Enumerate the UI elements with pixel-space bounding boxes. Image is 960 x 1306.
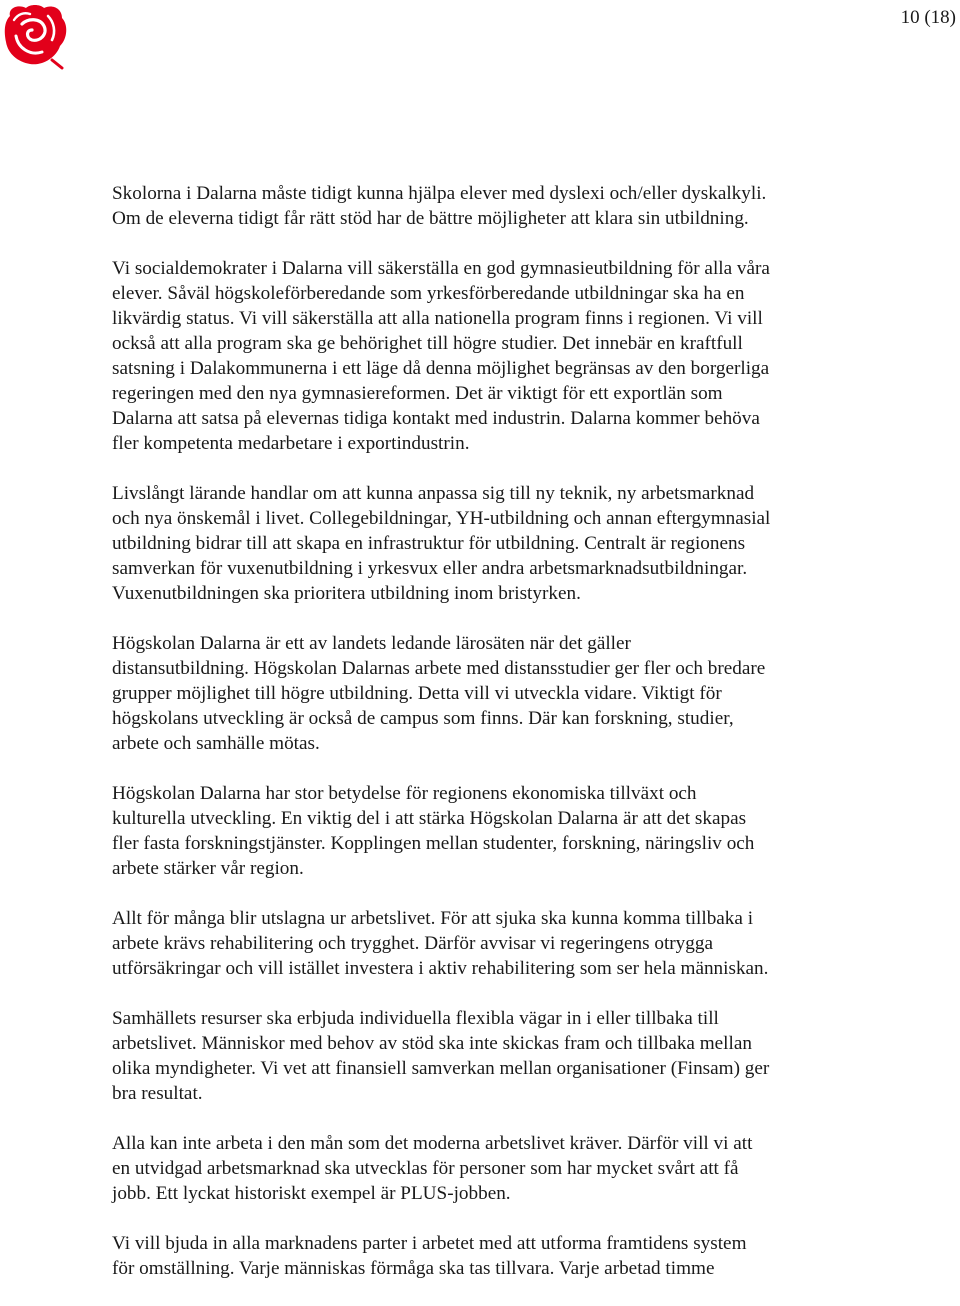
text-line: Högskolan Dalarna är ett av landets ledande lärosäten när det gäller [112,633,631,654]
text-line: elever. Såväl högskoleförberedande som yrkesförberedande utbildningar ska ha en [112,283,745,304]
document-body [112,181,852,1306]
paragraph [112,1231,852,1281]
text-line: distansutbildning. Högskolan Dalarnas arbete med distansstudier ger fler och bredare [112,658,766,679]
text-line: arbete krävs rehabilitering och trygghet. Därför avvisar vi regeringens otrygga [112,933,713,954]
text-line: Högskolan Dalarna har stor betydelse för regionens ekonomiska tillväxt och [112,783,697,804]
paragraph [112,781,852,881]
text-line: Vi vill bjuda in alla marknadens parter i arbetet med att utforma framtidens system [112,1233,747,1254]
text-line: en utvidgad arbetsmarknad ska utvecklas för personer som har mycket svårt att få [112,1158,739,1179]
paragraph [112,906,852,981]
paragraph [112,181,852,231]
text-line: arbetslivet. Människor med behov av stöd ska inte skickas fram och tillbaka mellan [112,1033,752,1054]
text-line: och nya önskemål i livet. Collegebildningar, YH-utbildning och annan eftergymnasial [112,508,771,529]
rose-logo-icon [2,2,70,70]
text-line: Allt för många blir utslagna ur arbetslivet. För att sjuka ska kunna komma tillbaka i [112,908,754,929]
paragraph [112,256,852,456]
paragraph [112,481,852,606]
text-line: Skolorna i Dalarna måste tidigt kunna hjälpa elever med dyslexi och/eller dyskalkyli. [112,183,767,204]
text-line: för omställning. Varje människas förmåga ska tas tillvara. Varje arbetad timme [112,1258,715,1279]
paragraph [112,1006,852,1106]
text-line: satsning i Dalakommunerna i ett läge då denna möjlighet begränsas av den borgerliga [112,358,770,379]
text-line: högskolans utveckling är också de campus som finns. Där kan forskning, studier, [112,708,734,729]
page-number: 10 (18) [900,7,956,28]
text-line: bra resultat. [112,1083,203,1104]
text-line: Dalarna att satsa på elevernas tidiga kontakt med industrin. Dalarna kommer behöva [112,408,760,429]
text-line: Vuxenutbildningen ska prioritera utbildning inom bristyrken. [112,583,581,604]
text-line: arbete och samhälle mötas. [112,733,320,754]
text-line: jobb. Ett lyckat historiskt exempel är PLUS-jobben. [112,1183,511,1204]
paragraph [112,1131,852,1206]
text-line: Livslångt lärande handlar om att kunna anpassa sig till ny teknik, ny arbetsmarknad [112,483,755,504]
text-line: olika myndigheter. Vi vet att finansiell samverkan mellan organisationer (Finsam) ger [112,1058,770,1079]
paragraph [112,631,852,756]
text-line: Alla kan inte arbeta i den mån som det moderna arbetslivet kräver. Därför vill vi att [112,1133,753,1154]
text-line: samverkan för vuxenutbildning i yrkesvux eller andra arbetsmarknadsutbildningar. [112,558,748,579]
text-line: arbete stärker vår region. [112,858,304,879]
text-line: kulturella utveckling. En viktig del i att stärka Högskolan Dalarna är att det skapas [112,808,747,829]
text-line: Om de eleverna tidigt får rätt stöd har de bättre möjligheter att klara sin utbildning. [112,208,749,229]
text-line: regeringen med den nya gymnasiereformen. Det är viktigt för ett exportlän som [112,383,723,404]
text-line: fler kompetenta medarbetare i exportindustrin. [112,433,470,454]
text-line: likvärdig status. Vi vill säkerställa att alla nationella program finns i regionen. Vi vill [112,308,763,329]
text-line: också att alla program ska ge behörighet till högre studier. Det innebär en kraftfull [112,333,743,354]
text-line: utförsäkringar och vill istället investera i aktiv rehabilitering som ser hela människan. [112,958,769,979]
text-line: grupper möjlighet till högre utbildning. Detta vill vi utveckla vidare. Viktigt för [112,683,722,704]
text-line: Vi socialdemokrater i Dalarna vill säkerställa en god gymnasieutbildning för alla våra [112,258,770,279]
text-line: fler fasta forskningstjänster. Kopplingen mellan studenter, forskning, näringsliv och [112,833,755,854]
text-line: utbildning bidrar till att skapa en infrastruktur för utbildning. Centralt är regionens [112,533,746,554]
text-line: Samhällets resurser ska erbjuda individuella flexibla vägar in i eller tillbaka till [112,1008,719,1029]
